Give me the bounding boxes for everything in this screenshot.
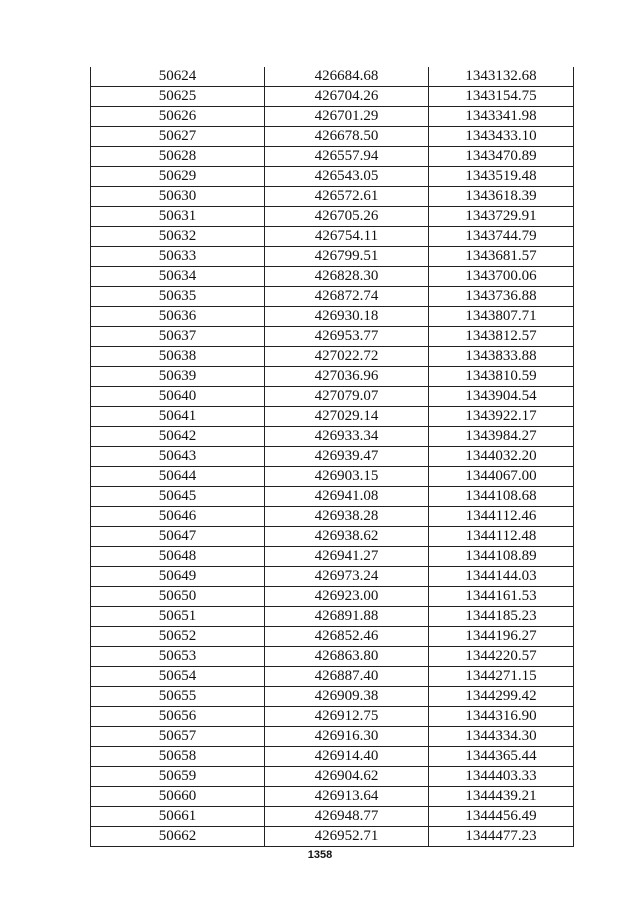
table-row xyxy=(91,267,574,287)
y-coordinate-cell: 1344456.49 xyxy=(429,807,574,827)
y-coordinate-cell: 1343984.27 xyxy=(429,427,574,447)
table-row xyxy=(91,227,574,247)
x-coordinate-cell: 426913.64 xyxy=(265,787,429,807)
x-coordinate-cell: 426704.26 xyxy=(265,87,429,107)
y-coordinate-cell: 1344032.20 xyxy=(429,447,574,467)
table-row xyxy=(91,727,574,747)
x-coordinate-cell: 426684.68 xyxy=(265,67,429,87)
x-coordinate-cell: 426863.80 xyxy=(265,647,429,667)
y-coordinate-cell: 1343922.17 xyxy=(429,407,574,427)
table-row xyxy=(91,787,574,807)
y-coordinate-cell: 1344108.68 xyxy=(429,487,574,507)
point-id-cell: 50626 xyxy=(91,107,265,127)
table-row xyxy=(91,67,574,87)
y-coordinate-cell: 1343154.75 xyxy=(429,87,574,107)
x-coordinate-cell: 426828.30 xyxy=(265,267,429,287)
table-row xyxy=(91,647,574,667)
point-id-cell: 50643 xyxy=(91,447,265,467)
x-coordinate-cell: 426912.75 xyxy=(265,707,429,727)
x-coordinate-cell: 427029.14 xyxy=(265,407,429,427)
y-coordinate-cell: 1343700.06 xyxy=(429,267,574,287)
y-coordinate-cell: 1343681.57 xyxy=(429,247,574,267)
point-id-cell: 50639 xyxy=(91,367,265,387)
table-row xyxy=(91,127,574,147)
y-coordinate-cell: 1343736.88 xyxy=(429,287,574,307)
table-row xyxy=(91,767,574,787)
point-id-cell: 50633 xyxy=(91,247,265,267)
y-coordinate-cell: 1343812.57 xyxy=(429,327,574,347)
y-coordinate-cell: 1343807.71 xyxy=(429,307,574,327)
point-id-cell: 50661 xyxy=(91,807,265,827)
table-row xyxy=(91,707,574,727)
point-id-cell: 50646 xyxy=(91,507,265,527)
y-coordinate-cell: 1343433.10 xyxy=(429,127,574,147)
x-coordinate-cell: 426799.51 xyxy=(265,247,429,267)
x-coordinate-cell: 426973.24 xyxy=(265,567,429,587)
x-coordinate-cell: 426678.50 xyxy=(265,127,429,147)
table-row xyxy=(91,367,574,387)
table-row xyxy=(91,487,574,507)
x-coordinate-cell: 426754.11 xyxy=(265,227,429,247)
y-coordinate-cell: 1344403.33 xyxy=(429,767,574,787)
point-id-cell: 50651 xyxy=(91,607,265,627)
point-id-cell: 50645 xyxy=(91,487,265,507)
y-coordinate-cell: 1344316.90 xyxy=(429,707,574,727)
point-id-cell: 50647 xyxy=(91,527,265,547)
point-id-cell: 50656 xyxy=(91,707,265,727)
page-number: 1358 xyxy=(307,849,333,861)
y-coordinate-cell: 1344334.30 xyxy=(429,727,574,747)
point-id-cell: 50637 xyxy=(91,327,265,347)
table-row xyxy=(91,527,574,547)
y-coordinate-cell: 1344067.00 xyxy=(429,467,574,487)
point-id-cell: 50650 xyxy=(91,587,265,607)
table-row xyxy=(91,547,574,567)
x-coordinate-cell: 426941.08 xyxy=(265,487,429,507)
point-id-cell: 50625 xyxy=(91,87,265,107)
table-row xyxy=(91,747,574,767)
x-coordinate-cell: 426914.40 xyxy=(265,747,429,767)
y-coordinate-cell: 1344220.57 xyxy=(429,647,574,667)
x-coordinate-cell: 426872.74 xyxy=(265,287,429,307)
x-coordinate-cell: 427022.72 xyxy=(265,347,429,367)
y-coordinate-cell: 1344299.42 xyxy=(429,687,574,707)
x-coordinate-cell: 426891.88 xyxy=(265,607,429,627)
table-row xyxy=(91,167,574,187)
table-row xyxy=(91,287,574,307)
point-id-cell: 50636 xyxy=(91,307,265,327)
x-coordinate-cell: 426701.29 xyxy=(265,107,429,127)
y-coordinate-cell: 1343132.68 xyxy=(429,67,574,87)
table-row xyxy=(91,667,574,687)
table-row xyxy=(91,187,574,207)
x-coordinate-cell: 427079.07 xyxy=(265,387,429,407)
y-coordinate-cell: 1344439.21 xyxy=(429,787,574,807)
point-id-cell: 50624 xyxy=(91,67,265,87)
point-id-cell: 50652 xyxy=(91,627,265,647)
point-id-cell: 50634 xyxy=(91,267,265,287)
y-coordinate-cell: 1343519.48 xyxy=(429,167,574,187)
y-coordinate-cell: 1344271.15 xyxy=(429,667,574,687)
x-coordinate-cell: 427036.96 xyxy=(265,367,429,387)
x-coordinate-cell: 426953.77 xyxy=(265,327,429,347)
table-row xyxy=(91,427,574,447)
table-row xyxy=(91,387,574,407)
y-coordinate-cell: 1343744.79 xyxy=(429,227,574,247)
table-row xyxy=(91,107,574,127)
table-row xyxy=(91,147,574,167)
x-coordinate-cell: 426923.00 xyxy=(265,587,429,607)
y-coordinate-cell: 1344108.89 xyxy=(429,547,574,567)
point-id-cell: 50632 xyxy=(91,227,265,247)
x-coordinate-cell: 426557.94 xyxy=(265,147,429,167)
coordinates-table xyxy=(90,67,574,847)
table-row xyxy=(91,627,574,647)
x-coordinate-cell: 426705.26 xyxy=(265,207,429,227)
y-coordinate-cell: 1343341.98 xyxy=(429,107,574,127)
x-coordinate-cell: 426916.30 xyxy=(265,727,429,747)
point-id-cell: 50648 xyxy=(91,547,265,567)
x-coordinate-cell: 426933.34 xyxy=(265,427,429,447)
y-coordinate-cell: 1343810.59 xyxy=(429,367,574,387)
point-id-cell: 50649 xyxy=(91,567,265,587)
point-id-cell: 50655 xyxy=(91,687,265,707)
x-coordinate-cell: 426887.40 xyxy=(265,667,429,687)
table-row xyxy=(91,407,574,427)
y-coordinate-cell: 1343618.39 xyxy=(429,187,574,207)
table-row xyxy=(91,247,574,267)
point-id-cell: 50627 xyxy=(91,127,265,147)
y-coordinate-cell: 1344144.03 xyxy=(429,567,574,587)
point-id-cell: 50644 xyxy=(91,467,265,487)
y-coordinate-cell: 1344112.48 xyxy=(429,527,574,547)
table-row xyxy=(91,347,574,367)
x-coordinate-cell: 426939.47 xyxy=(265,447,429,467)
x-coordinate-cell: 426909.38 xyxy=(265,687,429,707)
table-row xyxy=(91,607,574,627)
point-id-cell: 50659 xyxy=(91,767,265,787)
x-coordinate-cell: 426543.05 xyxy=(265,167,429,187)
y-coordinate-cell: 1344365.44 xyxy=(429,747,574,767)
table-row xyxy=(91,87,574,107)
y-coordinate-cell: 1343729.91 xyxy=(429,207,574,227)
point-id-cell: 50653 xyxy=(91,647,265,667)
table-row xyxy=(91,307,574,327)
table-row xyxy=(91,507,574,527)
point-id-cell: 50638 xyxy=(91,347,265,367)
x-coordinate-cell: 426952.71 xyxy=(265,827,429,847)
point-id-cell: 50628 xyxy=(91,147,265,167)
point-id-cell: 50630 xyxy=(91,187,265,207)
table-row xyxy=(91,567,574,587)
x-coordinate-cell: 426941.27 xyxy=(265,547,429,567)
x-coordinate-cell: 426572.61 xyxy=(265,187,429,207)
point-id-cell: 50642 xyxy=(91,427,265,447)
y-coordinate-cell: 1344112.46 xyxy=(429,507,574,527)
point-id-cell: 50631 xyxy=(91,207,265,227)
x-coordinate-cell: 426904.62 xyxy=(265,767,429,787)
table-row xyxy=(91,827,574,847)
y-coordinate-cell: 1344161.53 xyxy=(429,587,574,607)
point-id-cell: 50657 xyxy=(91,727,265,747)
coordinates-table-body xyxy=(91,67,574,847)
point-id-cell: 50658 xyxy=(91,747,265,767)
x-coordinate-cell: 426852.46 xyxy=(265,627,429,647)
point-id-cell: 50640 xyxy=(91,387,265,407)
table-row xyxy=(91,587,574,607)
y-coordinate-cell: 1343904.54 xyxy=(429,387,574,407)
point-id-cell: 50660 xyxy=(91,787,265,807)
point-id-cell: 50662 xyxy=(91,827,265,847)
table-row xyxy=(91,467,574,487)
y-coordinate-cell: 1343470.89 xyxy=(429,147,574,167)
x-coordinate-cell: 426903.15 xyxy=(265,467,429,487)
y-coordinate-cell: 1343833.88 xyxy=(429,347,574,367)
x-coordinate-cell: 426938.28 xyxy=(265,507,429,527)
x-coordinate-cell: 426930.18 xyxy=(265,307,429,327)
table-row xyxy=(91,447,574,467)
y-coordinate-cell: 1344185.23 xyxy=(429,607,574,627)
y-coordinate-cell: 1344196.27 xyxy=(429,627,574,647)
point-id-cell: 50641 xyxy=(91,407,265,427)
point-id-cell: 50635 xyxy=(91,287,265,307)
x-coordinate-cell: 426938.62 xyxy=(265,527,429,547)
y-coordinate-cell: 1344477.23 xyxy=(429,827,574,847)
table-row xyxy=(91,327,574,347)
table-row xyxy=(91,687,574,707)
table-row xyxy=(91,807,574,827)
point-id-cell: 50654 xyxy=(91,667,265,687)
x-coordinate-cell: 426948.77 xyxy=(265,807,429,827)
point-id-cell: 50629 xyxy=(91,167,265,187)
table-row xyxy=(91,207,574,227)
